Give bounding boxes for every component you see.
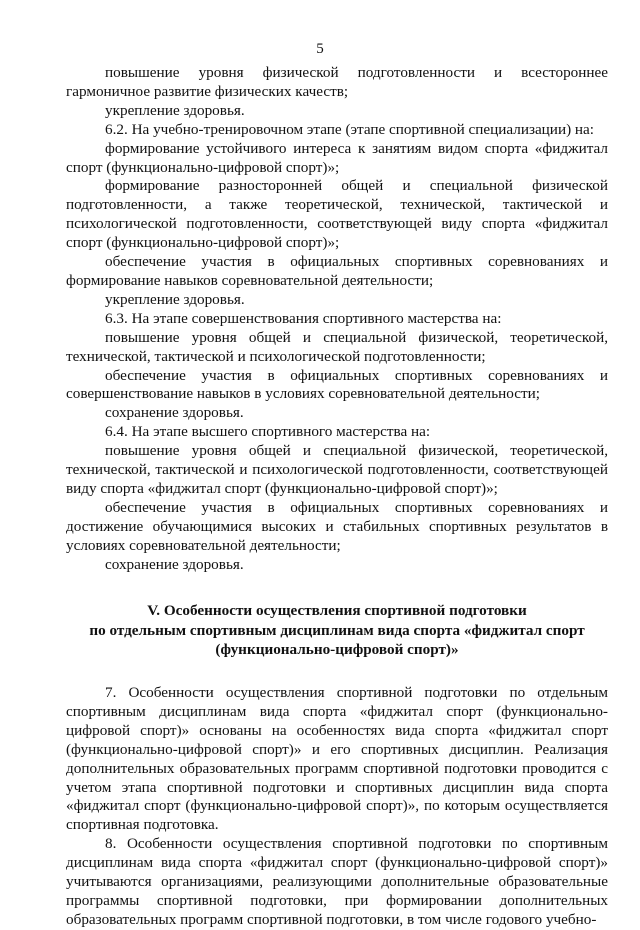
paragraph: повышение уровня физической подготовленности и всестороннее гармоничное развитие физических качеств; — [66, 64, 608, 100]
section-heading — [66, 601, 608, 660]
paragraph-6-4: 6.4. На этапе высшего спортивного мастерства на: — [105, 423, 431, 441]
paragraph-6-2: 6.2. На учебно-тренировочном этапе (этапе спортивной специализации) на: — [105, 120, 595, 138]
paragraph: повышение уровня общей и специальной физической, теоретической, технической, тактической и психологической подготовленности, соответствующей виду спорта «фиджитал спорт (функционально-цифровой спорт)»; — [66, 442, 608, 497]
paragraph: повышение уровня общей и специальной физической, теоретической, технической, тактической и психологической подготовленности; — [66, 328, 608, 365]
section-heading-line: V. Особенности осуществления спортивной подготовки — [147, 602, 527, 620]
section-heading-line: по отдельным спортивным дисциплинам вида спорта «фиджитал спорт — [89, 621, 585, 639]
paragraph-6-3: 6.3. На этапе совершенствования спортивного мастерства на: — [105, 309, 502, 327]
paragraph: укрепление здоровья. — [105, 101, 245, 119]
document-body — [66, 64, 608, 930]
paragraph: обеспечение участия в официальных спортивных соревнованиях и достижение обучающимися высоких и стабильных спортивных результатов в условиях соревновательной деятельности; — [66, 498, 608, 554]
paragraph: обеспечение участия в официальных спортивных соревнованиях и формирование навыков соревновательной деятельности; — [66, 253, 608, 289]
paragraph-8: 8. Особенности осуществления спортивной подготовки по спортивным дисциплинам вида спорта «фиджитал спорт (функционально-цифровой спорт)» учитываются организациями, реализующими дополнительные образовательные программы спортивной подготовки, при формировании дополнительных образовательных программ спортивной подготовки, в том числе годового учебно- — [66, 835, 608, 928]
page-number: 5 — [316, 41, 324, 57]
paragraph: сохранение здоровья. — [105, 404, 244, 422]
paragraph: сохранение здоровья. — [105, 555, 244, 573]
paragraph: формирование разносторонней общей и специальной физической подготовленности, а также теоретической, технической, тактической и психологической подготовленности, соответствующей виду спорта «фиджитал спорт (функционально-цифровой спорт)»; — [66, 177, 608, 252]
paragraph: укрепление здоровья. — [105, 290, 245, 308]
paragraph: формирование устойчивого интереса к занятиям видом спорта «фиджитал спорт (функционально-цифровой спорт)»; — [66, 139, 608, 176]
section-heading-line: (функционально-цифровой спорт)» — [215, 641, 459, 659]
paragraph: обеспечение участия в официальных спортивных соревнованиях и совершенствование навыков в условиях соревновательной деятельности; — [66, 366, 608, 403]
paragraph-7: 7. Особенности осуществления спортивной подготовки по отдельным спортивным дисциплинам вида спорта «фиджитал спорт (функционально-цифровой спорт)» основаны на особенностях вида спорта «фиджитал спорт (функционально-цифровой спорт)» и его спортивных дисциплин. Реализация дополнительных образовательных программ спортивной подготовки проводится с учетом этапа спортивной подготовки и спортивных дисциплин вида спорта «фиджитал спорт (функционально-цифровой спорт)», по которым осуществляется спортивная подготовка. — [66, 683, 608, 834]
